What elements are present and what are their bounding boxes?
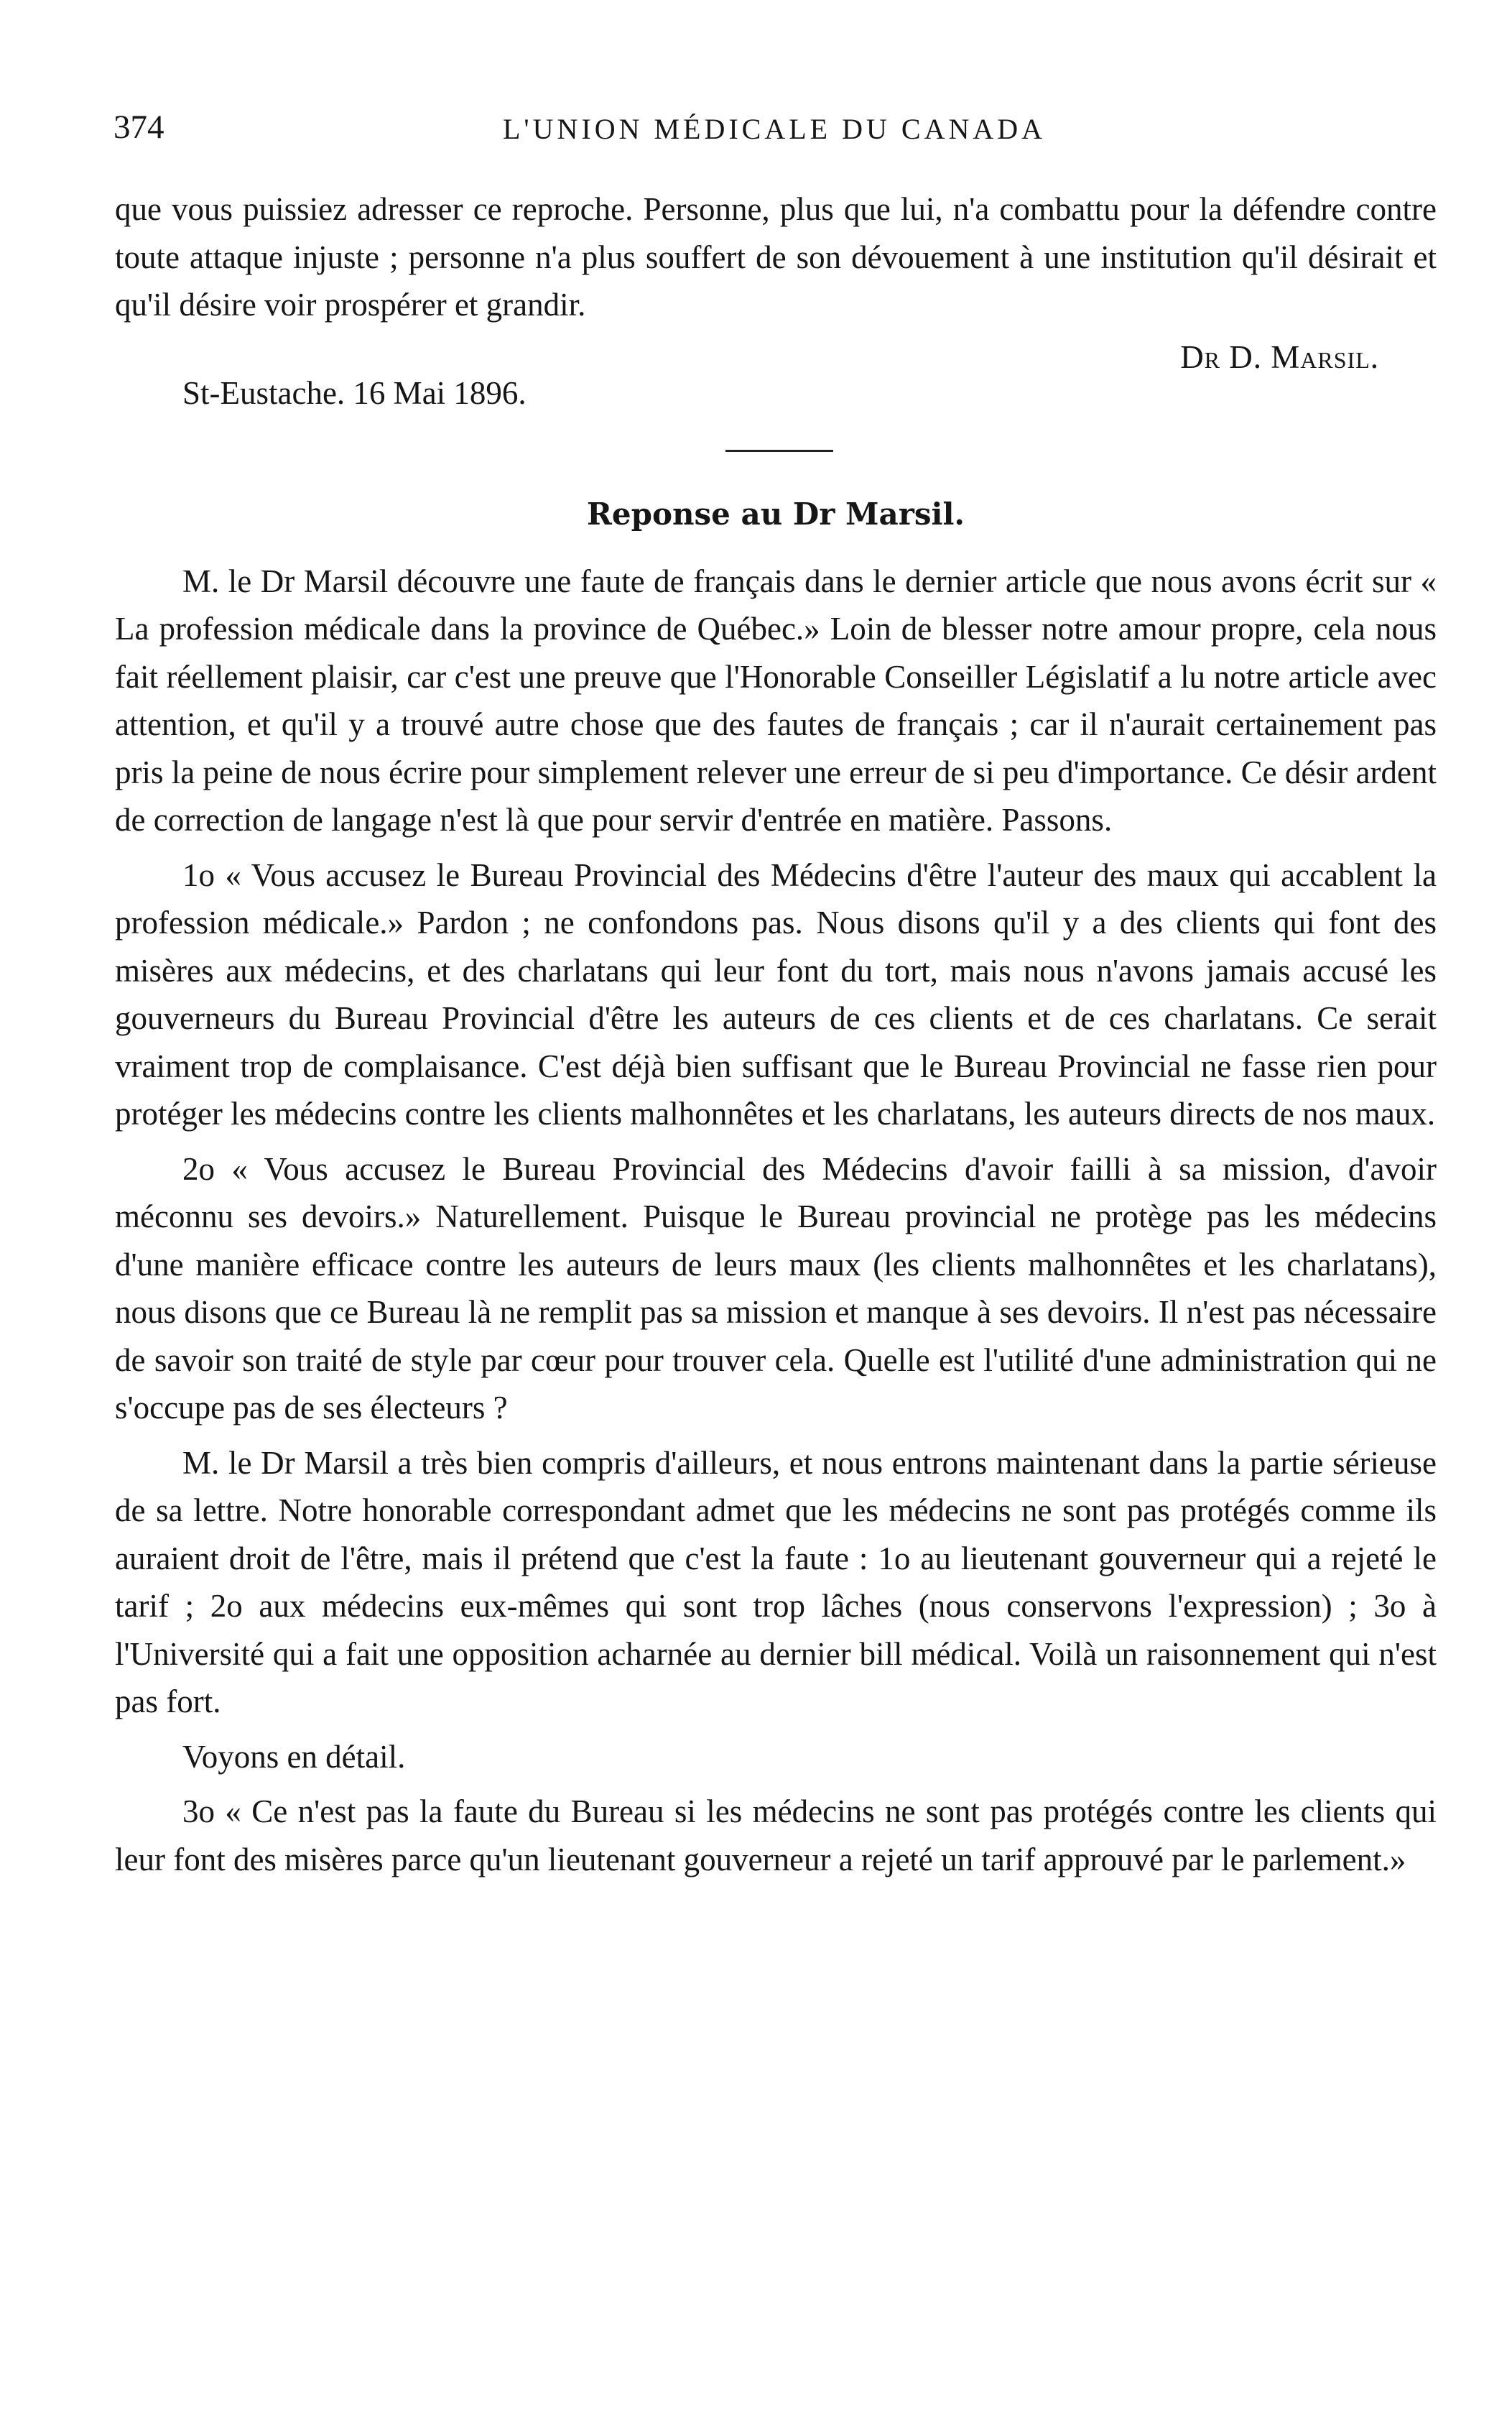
section-separator xyxy=(115,385,1437,493)
signature-block xyxy=(115,333,1437,411)
separator-rule xyxy=(725,450,833,452)
reply-heading: Reponse au Dr Marsil. xyxy=(586,496,965,532)
reply-paragraph: 3o « Ce n'est pas la faute du Bureau si les médecins ne sont pas protégés contre les clients qui leur font des misères parce qu'un lieutenant gouverneur a rejeté un tarif approuvé par le parlement.» xyxy=(115,1793,1437,1877)
place-date: St-Eustache. 16 Mai 1896. xyxy=(182,374,527,411)
reply-paragraph: M. le Dr Marsil a très bien compris d'ailleurs, et nous entrons maintenant dans la partie sérieuse de sa lettre. Notre honorable correspondant admet que les médecins ne sont pas protégés comme ils auraient droit de l'être, mais il prétend que c'est la faute : 1o au lieutenant gouverneur qui a rejeté le tarif ; 2o aux médecins eux-mêmes qui sont trop lâches (nous conservons l'expression) ; 3o à l'Université qui a fait une opposition acharnée au dernier bill médical. Voilà un raisonnement qui n'est pas fort. xyxy=(115,1444,1437,1719)
signature: Dr D. Marsil. xyxy=(1180,338,1379,375)
body-text xyxy=(115,185,1437,1883)
letter-closing-paragraph: que vous puissiez adresser ce reproche. Personne, plus que lui, n'a combattu pour la défendre contre toute attaque injuste ; personne n'a plus souffert de son dévouement à une institution qu'il désirait et qu'il désire voir prospérer et grandir. xyxy=(115,191,1437,323)
page-number: 374 xyxy=(113,108,164,146)
reply-paragraph: M. le Dr Marsil découvre une faute de français dans le dernier article que nous avons écrit sur « La profession médicale dans la province de Québec.» Loin de blesser notre amour propre, cela nous fait réellement plaisir, car c'est une preuve que l'Honorable Conseiller Législatif a lu notre article avec attention, et qu'il y a trouvé autre chose que des fautes de français ; car il n'aurait certainement pas pris la peine de nous écrire pour simplement relever une erreur de si peu d'importance. Ce désir ardent de correction de langage n'est là que pour servir d'entrée en matière. Passons. xyxy=(115,563,1437,838)
reply-paragraph: Voyons en détail. xyxy=(182,1738,406,1775)
running-title: L'UNION MÉDICALE DU CANADA xyxy=(502,113,1047,145)
reply-paragraph: 1o « Vous accusez le Bureau Provincial des Médecins d'être l'auteur des maux qui accablent la profession médicale.» Pardon ; ne confondons pas. Nous disons qu'il y a des clients qui font des misères aux médecins, et des charlatans qui leur font du tort, mais nous n'avons jamais accusé les gouverneurs du Bureau Provincial d'être les auteurs de ces clients et de ces charlatans. Ce serait vraiment trop de complaisance. C'est déjà bien suffisant que le Bureau Provincial ne fasse rien pour protéger les médecins contre les clients malhonnêtes et les charlatans, les auteurs directs de nos maux. xyxy=(115,856,1437,1132)
page-header xyxy=(113,108,1435,158)
reply-paragraph: 2o « Vous accusez le Bureau Provincial des Médecins d'avoir failli à sa mission, d'avoir méconnu ses devoirs.» Naturellement. Puisque le Bureau provincial ne protège pas les médecins d'une manière efficace contre les auteurs de leurs maux (les clients malhonnêtes et les charlatans), nous disons que ce Bureau là ne remplit pas sa mission et manque à ses devoirs. Il n'est pas nécessaire de savoir son traité de style par cœur pour trouver cela. Quelle est l'utilité d'une administration qui ne s'occupe pas de ses électeurs ? xyxy=(115,1150,1437,1426)
